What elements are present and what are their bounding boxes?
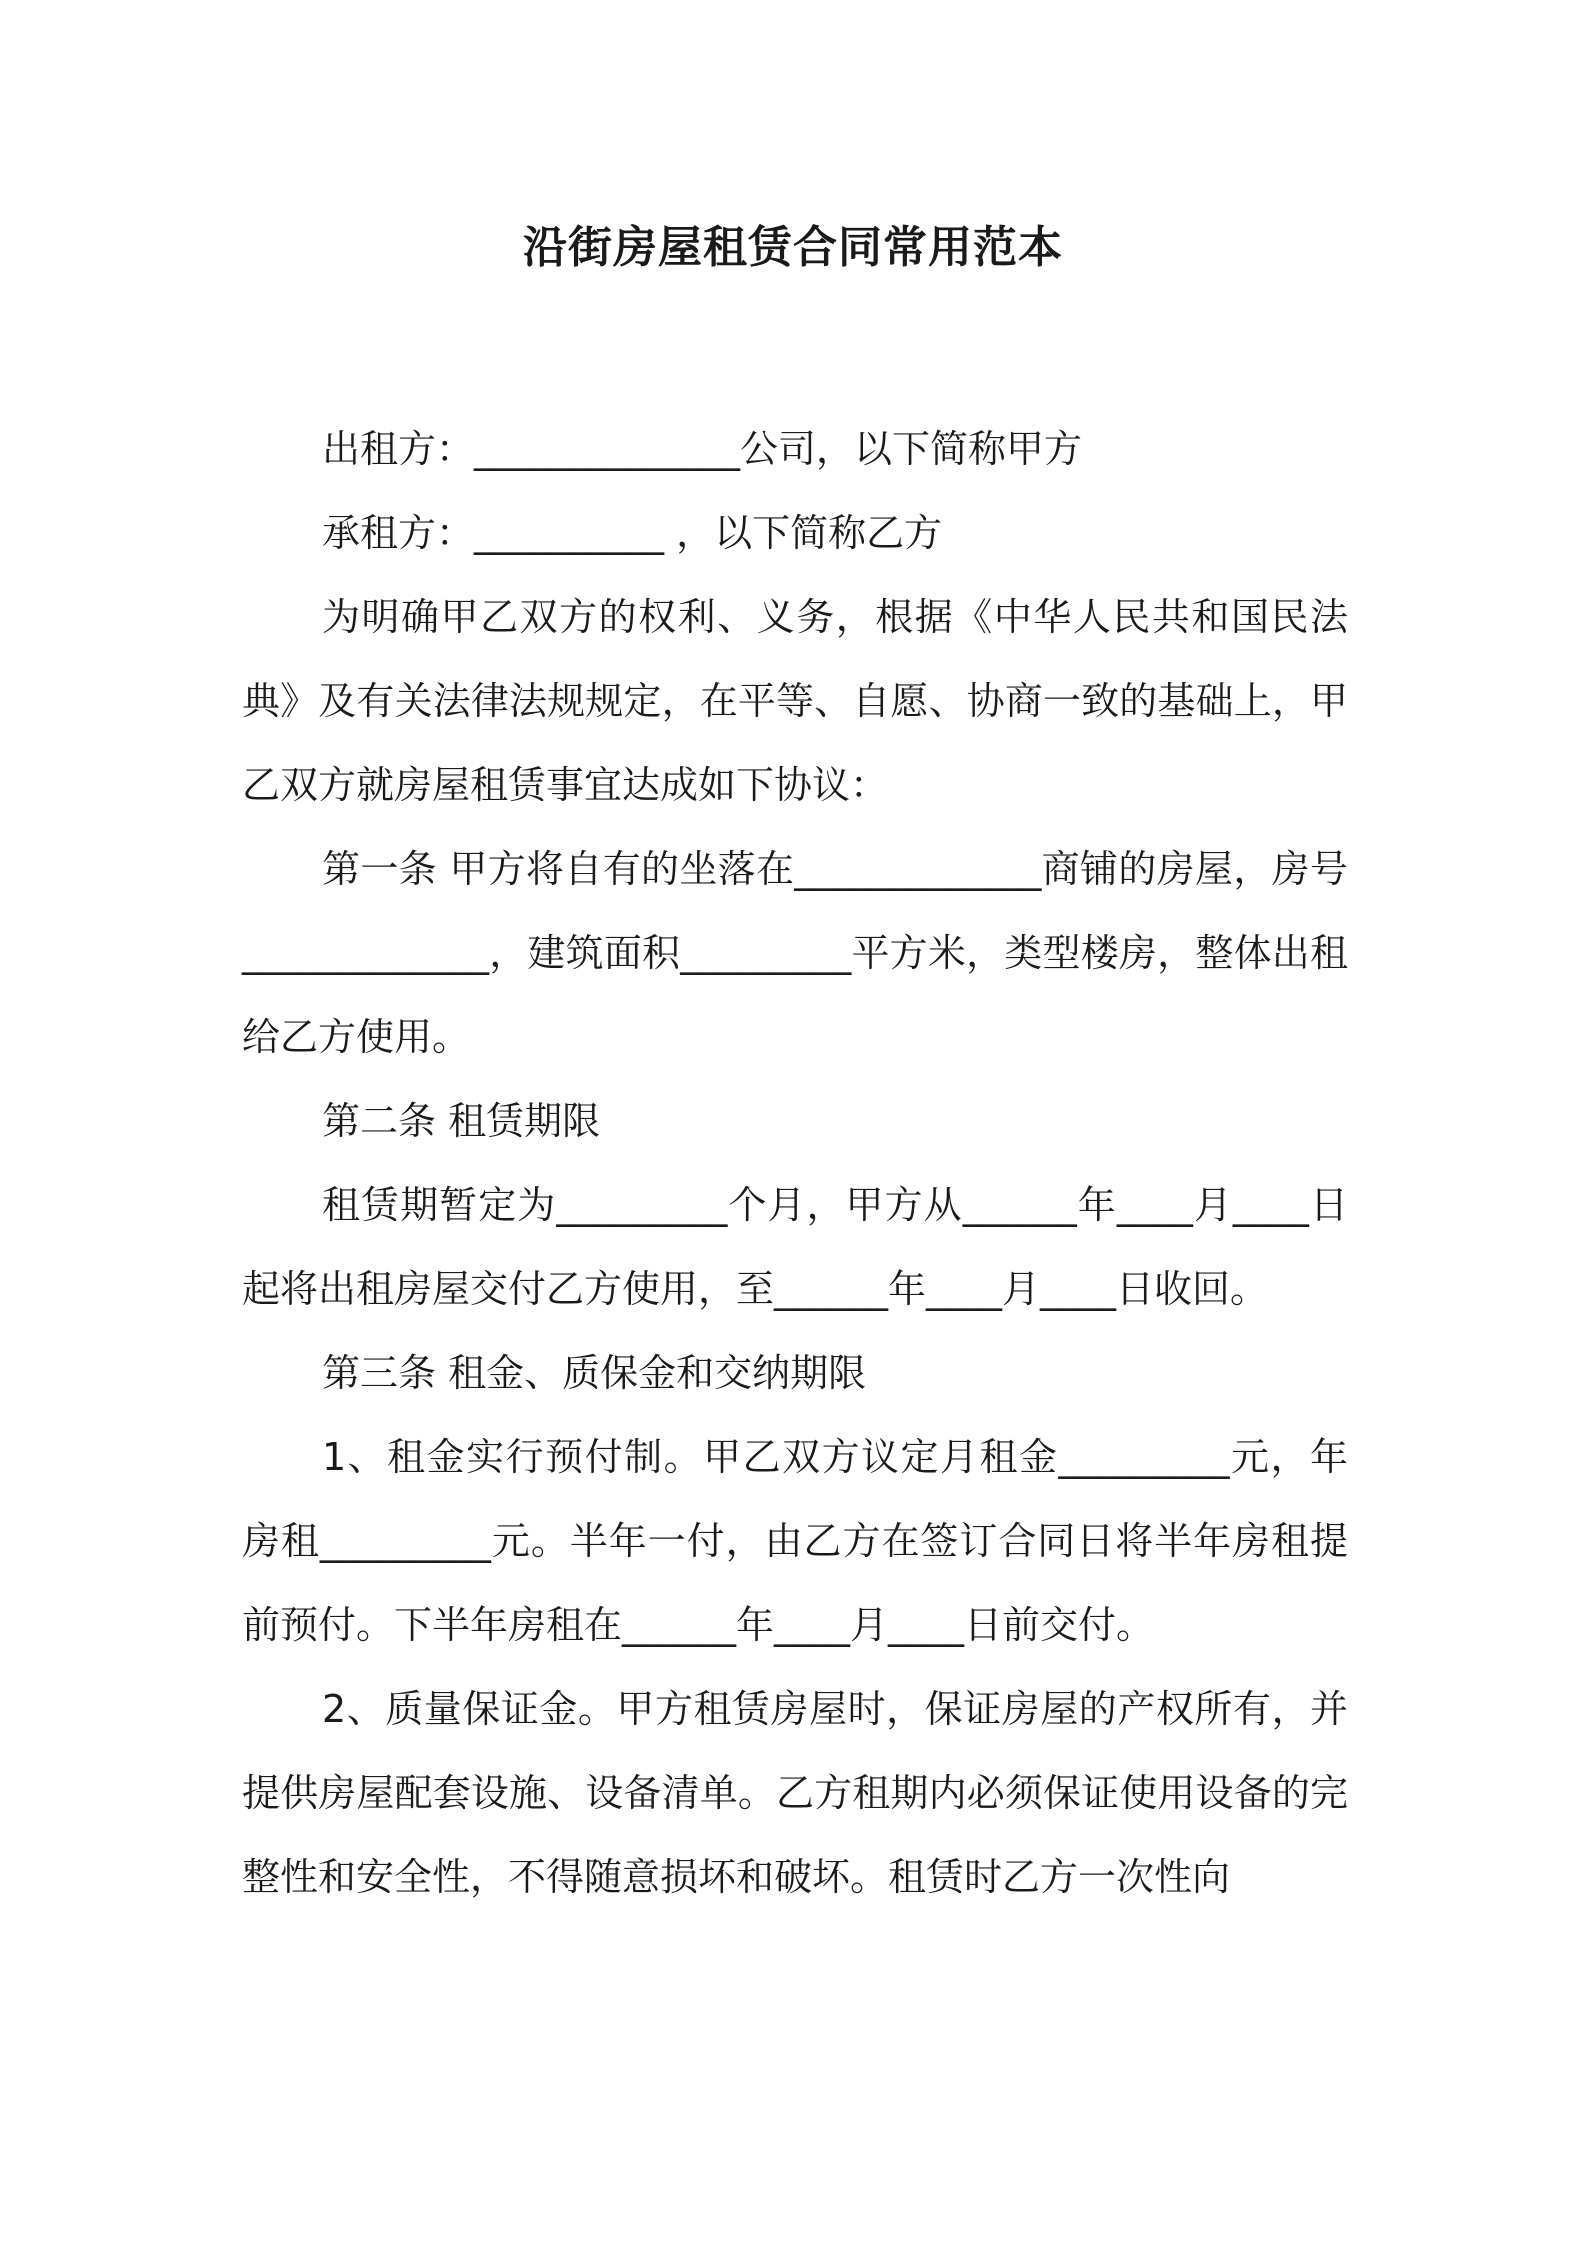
preamble-paragraph: 为明确甲乙双方的权利、义务，根据《中华人民共和国民法典》及有关法律法规规定，在平等、自愿、协商一致的基础上，甲乙双方就房屋租赁事宜达成如下协议：	[242, 595, 1348, 807]
article-2-paragraph: 租赁期暂定为_________个月，甲方从______年____月____日起将出租房屋交付乙方使用，至______年____月____日收回。	[242, 1183, 1348, 1311]
article-3-clause-1: 1、租金实行预付制。甲乙双方议定月租金_________元，年房租_________元。半年一付，由乙方在签订合同日将半年房租提前预付。下半年房租在______年____月____日前交付。	[242, 1435, 1348, 1647]
article-3-clause-2: 2、质量保证金。甲方租赁房屋时，保证房屋的产权所有，并提供房屋配套设施、设备清单。乙方租期内必须保证使用设备的完整性和安全性，不得随意损坏和破坏。租赁时乙方一次性向	[242, 1687, 1348, 1899]
article-3-heading: 第三条 租金、质保金和交纳期限	[322, 1351, 867, 1395]
article-1-paragraph: 第一条 甲方将自有的坐落在_____________商铺的房屋，房号_____________，建筑面积_________平方米，类型楼房，整体出租给乙方使用。	[242, 847, 1348, 1059]
lessee-line: 承租方：__________ ，以下简称乙方	[322, 511, 943, 555]
article-2-heading: 第二条 租赁期限	[322, 1099, 601, 1143]
document-body	[242, 407, 1348, 1919]
document-title: 沿街房屋租赁合同常用范本	[523, 222, 1063, 273]
lessor-line: 出租方：______________公司，以下简称甲方	[322, 427, 1083, 471]
